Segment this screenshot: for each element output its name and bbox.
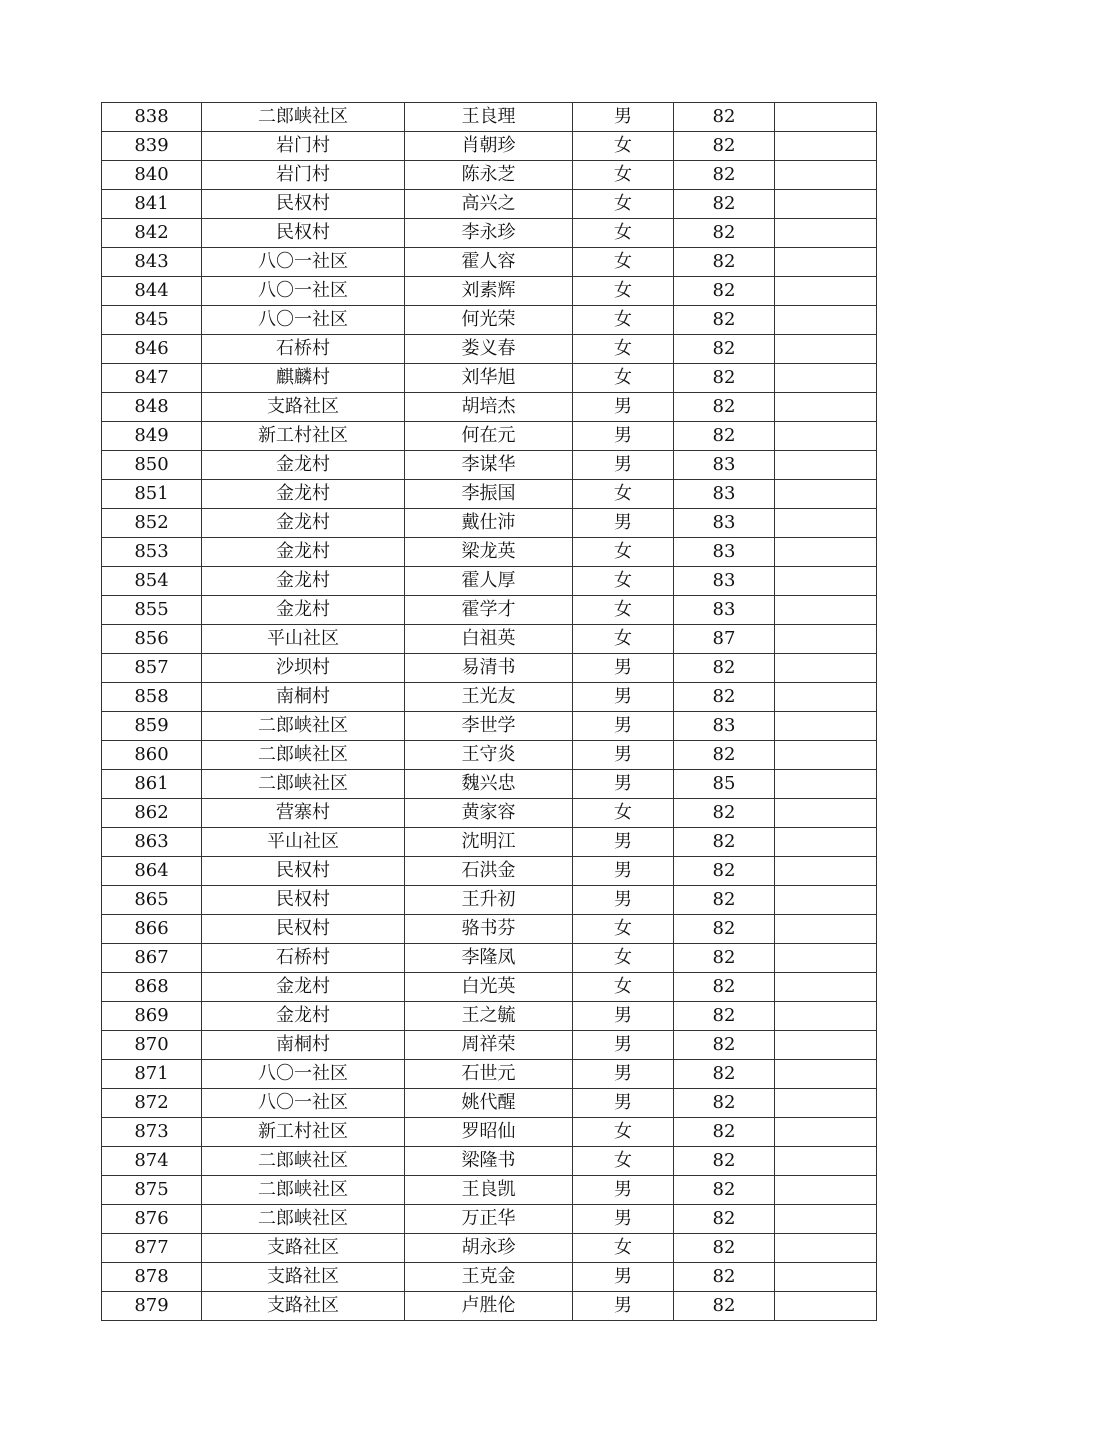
cell-community: 八〇一社区 (202, 248, 405, 277)
cell-name: 王之毓 (405, 1002, 573, 1031)
cell-age: 82 (674, 857, 775, 886)
table-row (102, 1147, 877, 1176)
cell-age: 82 (674, 799, 775, 828)
cell-community: 八〇一社区 (202, 1089, 405, 1118)
cell-gender: 男 (573, 886, 674, 915)
cell-remark (775, 770, 877, 799)
cell-name: 何在元 (405, 422, 573, 451)
cell-number: 874 (102, 1147, 202, 1176)
cell-gender: 女 (573, 944, 674, 973)
table-row (102, 1176, 877, 1205)
cell-number: 852 (102, 509, 202, 538)
cell-number: 839 (102, 132, 202, 161)
cell-gender: 女 (573, 364, 674, 393)
cell-age: 83 (674, 712, 775, 741)
table-row (102, 1031, 877, 1060)
cell-age: 82 (674, 277, 775, 306)
cell-age: 82 (674, 654, 775, 683)
cell-age: 82 (674, 132, 775, 161)
cell-age: 82 (674, 1118, 775, 1147)
cell-community: 民权村 (202, 190, 405, 219)
cell-name: 娄义春 (405, 335, 573, 364)
cell-remark (775, 1002, 877, 1031)
table-row (102, 190, 877, 219)
cell-community: 民权村 (202, 915, 405, 944)
cell-number: 861 (102, 770, 202, 799)
table-row (102, 1234, 877, 1263)
cell-number: 857 (102, 654, 202, 683)
cell-age: 82 (674, 190, 775, 219)
cell-community: 金龙村 (202, 451, 405, 480)
cell-age: 82 (674, 683, 775, 712)
cell-name: 陈永芝 (405, 161, 573, 190)
cell-name: 骆书芬 (405, 915, 573, 944)
cell-name: 肖朝珍 (405, 132, 573, 161)
cell-remark (775, 654, 877, 683)
cell-gender: 男 (573, 103, 674, 132)
cell-gender: 女 (573, 248, 674, 277)
cell-name: 梁龙英 (405, 538, 573, 567)
cell-gender: 女 (573, 915, 674, 944)
table-row (102, 973, 877, 1002)
cell-community: 岩门村 (202, 161, 405, 190)
cell-remark (775, 538, 877, 567)
cell-name: 黄家容 (405, 799, 573, 828)
cell-gender: 男 (573, 1002, 674, 1031)
cell-number: 870 (102, 1031, 202, 1060)
cell-remark (775, 364, 877, 393)
cell-age: 82 (674, 1089, 775, 1118)
cell-community: 支路社区 (202, 1263, 405, 1292)
cell-number: 845 (102, 306, 202, 335)
table-row (102, 770, 877, 799)
table-row (102, 1002, 877, 1031)
cell-number: 869 (102, 1002, 202, 1031)
table-row (102, 915, 877, 944)
cell-number: 865 (102, 886, 202, 915)
cell-number: 849 (102, 422, 202, 451)
cell-community: 二郎峡社区 (202, 1205, 405, 1234)
cell-gender: 男 (573, 1205, 674, 1234)
cell-number: 868 (102, 973, 202, 1002)
cell-number: 860 (102, 741, 202, 770)
roster-table (101, 102, 877, 1321)
cell-gender: 女 (573, 973, 674, 1002)
table-row (102, 1263, 877, 1292)
cell-remark (775, 596, 877, 625)
cell-remark (775, 741, 877, 770)
cell-gender: 男 (573, 422, 674, 451)
cell-name: 王光友 (405, 683, 573, 712)
cell-remark (775, 480, 877, 509)
cell-age: 82 (674, 248, 775, 277)
cell-remark (775, 915, 877, 944)
table-row (102, 277, 877, 306)
table-row (102, 625, 877, 654)
cell-gender: 男 (573, 770, 674, 799)
table-row (102, 509, 877, 538)
cell-name: 沈明江 (405, 828, 573, 857)
cell-remark (775, 973, 877, 1002)
cell-name: 白祖英 (405, 625, 573, 654)
cell-gender: 女 (573, 190, 674, 219)
cell-gender: 男 (573, 857, 674, 886)
cell-gender: 女 (573, 538, 674, 567)
table-row (102, 103, 877, 132)
cell-number: 841 (102, 190, 202, 219)
cell-number: 846 (102, 335, 202, 364)
cell-community: 金龙村 (202, 973, 405, 1002)
cell-number: 847 (102, 364, 202, 393)
cell-age: 83 (674, 509, 775, 538)
cell-age: 83 (674, 538, 775, 567)
cell-remark (775, 335, 877, 364)
cell-name: 胡永珍 (405, 1234, 573, 1263)
cell-remark (775, 422, 877, 451)
cell-gender: 男 (573, 1263, 674, 1292)
cell-name: 王克金 (405, 1263, 573, 1292)
cell-name: 梁隆书 (405, 1147, 573, 1176)
cell-age: 82 (674, 973, 775, 1002)
cell-remark (775, 1292, 877, 1321)
cell-name: 李世学 (405, 712, 573, 741)
cell-age: 87 (674, 625, 775, 654)
roster-body (102, 103, 877, 1321)
cell-gender: 女 (573, 277, 674, 306)
table-row (102, 335, 877, 364)
cell-name: 刘素辉 (405, 277, 573, 306)
cell-gender: 女 (573, 567, 674, 596)
cell-gender: 男 (573, 1031, 674, 1060)
cell-age: 82 (674, 219, 775, 248)
cell-name: 罗昭仙 (405, 1118, 573, 1147)
cell-community: 八〇一社区 (202, 277, 405, 306)
cell-remark (775, 799, 877, 828)
cell-remark (775, 944, 877, 973)
cell-community: 南桐村 (202, 683, 405, 712)
cell-name: 李振国 (405, 480, 573, 509)
cell-age: 82 (674, 335, 775, 364)
cell-community: 金龙村 (202, 596, 405, 625)
cell-remark (775, 683, 877, 712)
cell-name: 白光英 (405, 973, 573, 1002)
cell-gender: 女 (573, 219, 674, 248)
cell-number: 848 (102, 393, 202, 422)
cell-number: 863 (102, 828, 202, 857)
table-row (102, 219, 877, 248)
cell-age: 82 (674, 1031, 775, 1060)
cell-gender: 女 (573, 1147, 674, 1176)
cell-number: 877 (102, 1234, 202, 1263)
cell-remark (775, 132, 877, 161)
table-row (102, 683, 877, 712)
cell-name: 王良凯 (405, 1176, 573, 1205)
cell-community: 二郎峡社区 (202, 1147, 405, 1176)
table-row (102, 886, 877, 915)
cell-community: 新工村社区 (202, 422, 405, 451)
cell-gender: 男 (573, 828, 674, 857)
cell-name: 李隆凤 (405, 944, 573, 973)
table-row (102, 1060, 877, 1089)
cell-age: 83 (674, 596, 775, 625)
cell-age: 82 (674, 364, 775, 393)
table-row (102, 306, 877, 335)
cell-remark (775, 886, 877, 915)
cell-remark (775, 277, 877, 306)
cell-remark (775, 451, 877, 480)
cell-community: 二郎峡社区 (202, 741, 405, 770)
cell-remark (775, 190, 877, 219)
cell-age: 82 (674, 1205, 775, 1234)
cell-community: 民权村 (202, 219, 405, 248)
cell-gender: 女 (573, 306, 674, 335)
cell-number: 859 (102, 712, 202, 741)
cell-name: 戴仕沛 (405, 509, 573, 538)
cell-remark (775, 1147, 877, 1176)
cell-community: 石桥村 (202, 335, 405, 364)
cell-number: 871 (102, 1060, 202, 1089)
cell-age: 82 (674, 944, 775, 973)
cell-gender: 女 (573, 480, 674, 509)
cell-remark (775, 1031, 877, 1060)
cell-remark (775, 509, 877, 538)
cell-number: 875 (102, 1176, 202, 1205)
cell-age: 82 (674, 393, 775, 422)
cell-age: 82 (674, 306, 775, 335)
cell-gender: 男 (573, 654, 674, 683)
cell-name: 胡培杰 (405, 393, 573, 422)
cell-gender: 女 (573, 625, 674, 654)
cell-age: 82 (674, 828, 775, 857)
table-row (102, 451, 877, 480)
table-row (102, 596, 877, 625)
cell-community: 支路社区 (202, 1234, 405, 1263)
cell-remark (775, 1205, 877, 1234)
table-row (102, 161, 877, 190)
table-row (102, 132, 877, 161)
table-row (102, 393, 877, 422)
cell-gender: 男 (573, 509, 674, 538)
table-row (102, 567, 877, 596)
table-row (102, 1118, 877, 1147)
cell-community: 二郎峡社区 (202, 770, 405, 799)
cell-community: 新工村社区 (202, 1118, 405, 1147)
cell-gender: 女 (573, 132, 674, 161)
cell-age: 83 (674, 480, 775, 509)
cell-community: 金龙村 (202, 480, 405, 509)
cell-number: 867 (102, 944, 202, 973)
cell-name: 王良理 (405, 103, 573, 132)
cell-name: 霍学才 (405, 596, 573, 625)
cell-community: 麒麟村 (202, 364, 405, 393)
cell-gender: 男 (573, 1060, 674, 1089)
cell-community: 民权村 (202, 886, 405, 915)
cell-remark (775, 219, 877, 248)
cell-name: 姚代醒 (405, 1089, 573, 1118)
table-row (102, 1205, 877, 1234)
cell-gender: 女 (573, 799, 674, 828)
cell-gender: 男 (573, 712, 674, 741)
table-row (102, 1089, 877, 1118)
cell-community: 支路社区 (202, 1292, 405, 1321)
cell-age: 82 (674, 1292, 775, 1321)
cell-remark (775, 625, 877, 654)
cell-remark (775, 567, 877, 596)
cell-community: 岩门村 (202, 132, 405, 161)
cell-age: 82 (674, 886, 775, 915)
cell-remark (775, 161, 877, 190)
cell-number: 856 (102, 625, 202, 654)
cell-remark (775, 1234, 877, 1263)
cell-community: 民权村 (202, 857, 405, 886)
cell-name: 魏兴忠 (405, 770, 573, 799)
cell-name: 石世元 (405, 1060, 573, 1089)
cell-community: 平山社区 (202, 625, 405, 654)
cell-remark (775, 306, 877, 335)
cell-community: 金龙村 (202, 509, 405, 538)
cell-age: 82 (674, 1002, 775, 1031)
table-row (102, 480, 877, 509)
cell-number: 873 (102, 1118, 202, 1147)
cell-name: 石洪金 (405, 857, 573, 886)
cell-name: 李谋华 (405, 451, 573, 480)
cell-community: 营寨村 (202, 799, 405, 828)
cell-gender: 男 (573, 741, 674, 770)
cell-community: 支路社区 (202, 393, 405, 422)
table-row (102, 712, 877, 741)
table-row (102, 248, 877, 277)
cell-name: 王升初 (405, 886, 573, 915)
table-row (102, 799, 877, 828)
cell-name: 李永珍 (405, 219, 573, 248)
cell-age: 83 (674, 451, 775, 480)
cell-gender: 女 (573, 596, 674, 625)
cell-name: 何光荣 (405, 306, 573, 335)
cell-community: 二郎峡社区 (202, 712, 405, 741)
cell-name: 易清书 (405, 654, 573, 683)
cell-age: 82 (674, 161, 775, 190)
cell-remark (775, 393, 877, 422)
cell-age: 82 (674, 1147, 775, 1176)
cell-age: 83 (674, 567, 775, 596)
cell-number: 853 (102, 538, 202, 567)
cell-age: 82 (674, 915, 775, 944)
cell-name: 刘华旭 (405, 364, 573, 393)
cell-gender: 男 (573, 393, 674, 422)
cell-gender: 女 (573, 1118, 674, 1147)
cell-number: 879 (102, 1292, 202, 1321)
cell-community: 二郎峡社区 (202, 1176, 405, 1205)
cell-remark (775, 1118, 877, 1147)
cell-name: 万正华 (405, 1205, 573, 1234)
cell-number: 864 (102, 857, 202, 886)
cell-gender: 男 (573, 1089, 674, 1118)
cell-community: 二郎峡社区 (202, 103, 405, 132)
cell-number: 842 (102, 219, 202, 248)
cell-remark (775, 1176, 877, 1205)
cell-number: 844 (102, 277, 202, 306)
table-row (102, 654, 877, 683)
cell-gender: 女 (573, 335, 674, 364)
cell-community: 石桥村 (202, 944, 405, 973)
table-row (102, 944, 877, 973)
table-row (102, 538, 877, 567)
cell-gender: 男 (573, 451, 674, 480)
cell-number: 850 (102, 451, 202, 480)
table-row (102, 857, 877, 886)
cell-gender: 男 (573, 1176, 674, 1205)
cell-number: 872 (102, 1089, 202, 1118)
cell-number: 876 (102, 1205, 202, 1234)
cell-gender: 男 (573, 1292, 674, 1321)
cell-number: 862 (102, 799, 202, 828)
cell-gender: 女 (573, 1234, 674, 1263)
cell-remark (775, 1060, 877, 1089)
cell-name: 高兴之 (405, 190, 573, 219)
cell-name: 霍人厚 (405, 567, 573, 596)
cell-remark (775, 712, 877, 741)
cell-age: 82 (674, 422, 775, 451)
table-row (102, 1292, 877, 1321)
cell-community: 平山社区 (202, 828, 405, 857)
cell-name: 霍人容 (405, 248, 573, 277)
table-row (102, 422, 877, 451)
cell-number: 840 (102, 161, 202, 190)
cell-age: 82 (674, 1060, 775, 1089)
cell-community: 金龙村 (202, 1002, 405, 1031)
cell-community: 南桐村 (202, 1031, 405, 1060)
cell-community: 八〇一社区 (202, 1060, 405, 1089)
cell-remark (775, 1263, 877, 1292)
cell-number: 843 (102, 248, 202, 277)
cell-remark (775, 857, 877, 886)
cell-remark (775, 828, 877, 857)
cell-number: 878 (102, 1263, 202, 1292)
cell-age: 82 (674, 1234, 775, 1263)
cell-age: 82 (674, 741, 775, 770)
cell-age: 82 (674, 1176, 775, 1205)
cell-number: 854 (102, 567, 202, 596)
table-row (102, 741, 877, 770)
cell-community: 八〇一社区 (202, 306, 405, 335)
cell-name: 王守炎 (405, 741, 573, 770)
table-row (102, 364, 877, 393)
cell-gender: 女 (573, 161, 674, 190)
cell-community: 金龙村 (202, 567, 405, 596)
cell-name: 周祥荣 (405, 1031, 573, 1060)
cell-number: 866 (102, 915, 202, 944)
cell-number: 851 (102, 480, 202, 509)
cell-number: 858 (102, 683, 202, 712)
cell-age: 82 (674, 1263, 775, 1292)
cell-name: 卢胜伦 (405, 1292, 573, 1321)
cell-number: 838 (102, 103, 202, 132)
cell-age: 82 (674, 103, 775, 132)
cell-gender: 男 (573, 683, 674, 712)
cell-remark (775, 103, 877, 132)
cell-community: 沙坝村 (202, 654, 405, 683)
cell-age: 85 (674, 770, 775, 799)
cell-number: 855 (102, 596, 202, 625)
table-row (102, 828, 877, 857)
cell-community: 金龙村 (202, 538, 405, 567)
cell-remark (775, 248, 877, 277)
cell-remark (775, 1089, 877, 1118)
